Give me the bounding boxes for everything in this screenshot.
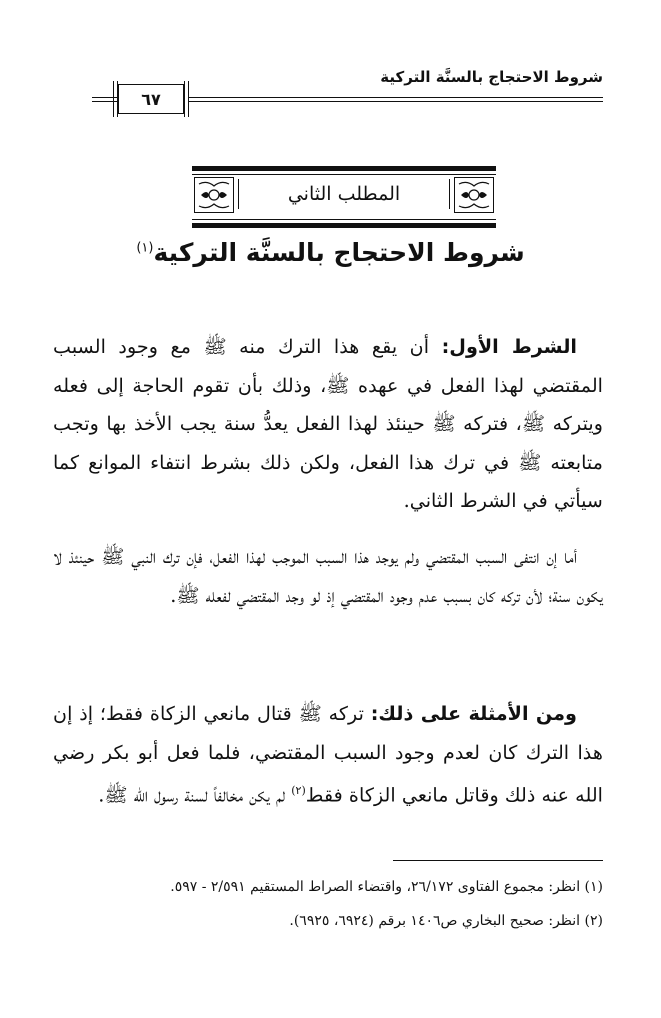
- chapter-title-text: شروط الاحتجاج بالسنَّة التركية: [153, 238, 525, 267]
- running-title: شروط الاحتجاج بالسنَّة التركية: [380, 68, 603, 86]
- page-number: [118, 84, 184, 114]
- paragraph-text: تركه ﷺ قتال مانعي الزكاة فقط؛ إذ إن هذا الترك كان لعدم وجود السبب المقتضي، فلما فعل أبو بكر رضي الله عنه ذلك وقاتل مانعي الزكاة فقط: [53, 702, 603, 807]
- paragraph-lead: الشرط الأول:: [441, 335, 577, 358]
- footnote-1: (١) انظر: مجموع الفتاوى ٢٦/١٧٢، واقتضاء الصراط المستقيم ٢/٥٩١ - ٥٩٧.: [170, 879, 603, 895]
- paragraph-2: [53, 538, 603, 615]
- footnote-ref: (٢): [291, 784, 306, 797]
- page-number-text: ٦٧: [141, 89, 161, 109]
- ornament-icon: [194, 177, 234, 213]
- paragraph-text: أن يقع هذا الترك منه ﷺ مع وجود السبب المقتضي لهذا الفعل في عهده ﷺ، وذلك بأن تقوم الحاجة إلى فعله ويتركه ﷺ، فتركه ﷺ حينئذ لهذا الفعل يعدُّ سنة يجب الأخذ بها وتجب متابعته ﷺ في ترك هذا الفعل، ولكن ذلك بشرط انتفاء الموانع كما سيأتي في الشرط الثاني.: [53, 335, 603, 512]
- footnote-2: (٢) انظر: صحيح البخاري ص١٤٠٦ برقم (٦٩٢٤، ٦٩٢٥).: [289, 913, 603, 929]
- ornament-icon: [454, 177, 494, 213]
- paragraph-lead: ومن الأمثلة على ذلك:: [370, 702, 577, 725]
- paragraph-text: أما إن انتفى السبب المقتضي ولم يوجد هذا السبب الموجب لهذا الفعل، فإن ترك النبي ﷺ حينئذ لا يكون سنة؛ لأن تركه كان بسبب عدم وجود المقتضي إذ لو وجد المقتضي لفعله ﷺ.: [53, 545, 603, 607]
- paragraph-3: [53, 695, 603, 815]
- footnote-ref: (١): [136, 240, 154, 256]
- banner-title: المطلب الثاني: [238, 179, 450, 209]
- paragraph-text: لم يكن مخالفاً لسنة رسول الله ﷺ.: [98, 783, 286, 807]
- footnote-separator: [393, 860, 603, 861]
- header-rule-right: [188, 97, 603, 102]
- paragraph-1: [53, 328, 603, 521]
- chapter-title: [0, 238, 661, 267]
- footnotes: [53, 872, 603, 936]
- section-banner: [192, 166, 496, 228]
